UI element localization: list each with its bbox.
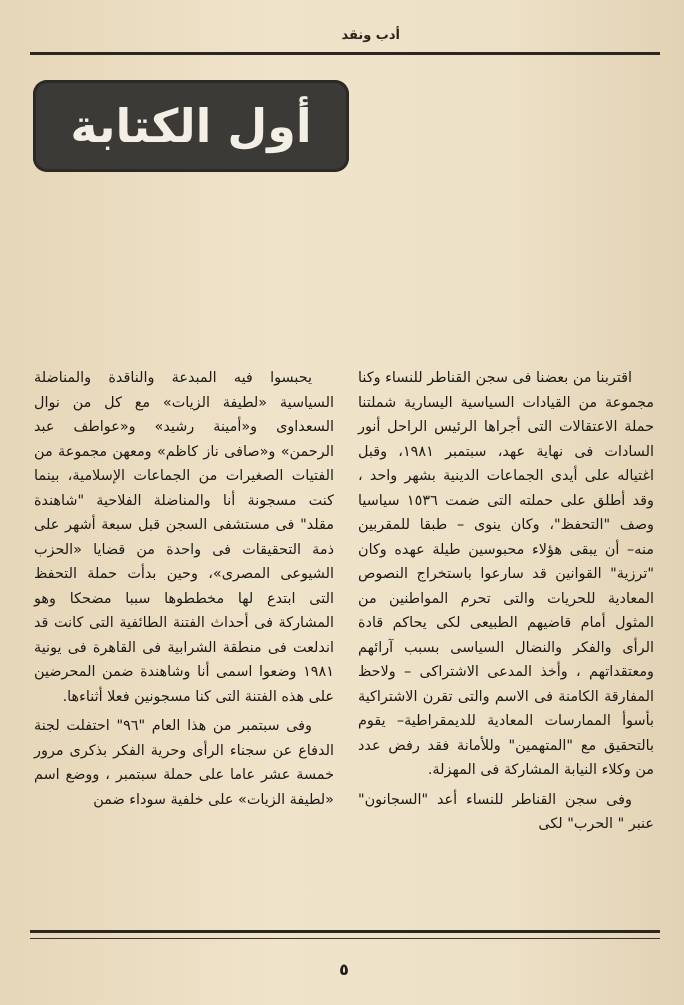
paragraph: اقتربنا من بعضنا فى سجن القناطر للنساء وكنا مجموعة من القيادات السياسية اليسارية شملتنا حملة الاعتقالات التى أجراها الرئيس الراحل أنور السادات فى نهاية عهد، سبتمبر ١٩٨١، وقبل اغتياله على أيدى الجماعات الدينية بشهر واحد ، وقد أطلق على حملته التى ضمت ١٥٣٦ سياسيا وصف "التحفظ"، وكان ينوى – طبقا للمقربين منه– أن يبقى هؤلاء محبوسين طيلة عهده وكان "ترزية" القوانين قد سارعوا باستخراج النصوص المعادية للحريات والتى تحرم المواطنين من المثول أمام قاضيهم الطبيعى لكى يحاكم قادة الرأى والفكر والنضال السياسى بسبب آرائهم ومعتقداتهم ، وأخذ المدعى الاشتراكى – ولاحظ المفارقة الكامنة فى الاسم والتى تقرن الاشتراكية بأسوأ الممارسات المعادية للديمقراطية– يقوم بالتحقيق مع "المتهمين" وللأمانة فقد رفض عدد من وكلاء النيابة المشاركة فى المهزلة. [358,370,654,778]
article-column-right [358,366,654,918]
bottom-divider [30,930,660,933]
title-banner [33,80,349,172]
paragraph: يحبسوا فيه المبدعة والناقدة والمناضلة السياسية «لطيفة الزيات» مع كل من نوال السعداوى و«أمينة رشيد» و«عواطف عبد الرحمن» و«صافى ناز كاظم» ومعهن مجموعة من الفتيات الصغيرات من الجماعات الإسلامية، بينما كنت مسجونة أنا والمناضلة الفلاحية "شاهندة مقلد" فى مستشفى السجن قبل سبعة أشهر على ذمة التحقيقات فى واحدة من قضايا «الحزب الشيوعى المصرى»، وحين بدأت حملة التحفظ التى ابتدع لها مخططوها سببا مضحكا وهو المشاركة فى أحداث الفتنة الطائفية التى كانت قد اندلعت فى منطقة الشرابية فى القاهرة فى يونية ١٩٨١ وضعوا اسمى أنا وشاهندة ضمن المحرضين على هذه الفتنة التى كنا مسجونين فعلا أثناءها. [34,370,334,705]
section-header: أدب ونقد [341,28,400,43]
paragraph: وفى سبتمبر من هذا العام "٩٦" احتفلت لجنة الدفاع عن سجناء الرأى وحرية الفكر بذكرى مرور خمسة عشر عاما على حملة سبتمبر ، ووضع اسم «لطيفة الزيات» على خلفية سوداء ضمن [34,718,334,808]
bottom-divider-thin [30,938,660,939]
article-title: أول الكتابة [70,99,312,153]
top-divider [30,52,660,55]
paragraph: وفى سجن القناطر للنساء أعد "السجانون" عنبر " الحرب" لكى [358,791,654,832]
article-column-left [34,366,334,918]
page-number: ٥ [339,960,349,979]
